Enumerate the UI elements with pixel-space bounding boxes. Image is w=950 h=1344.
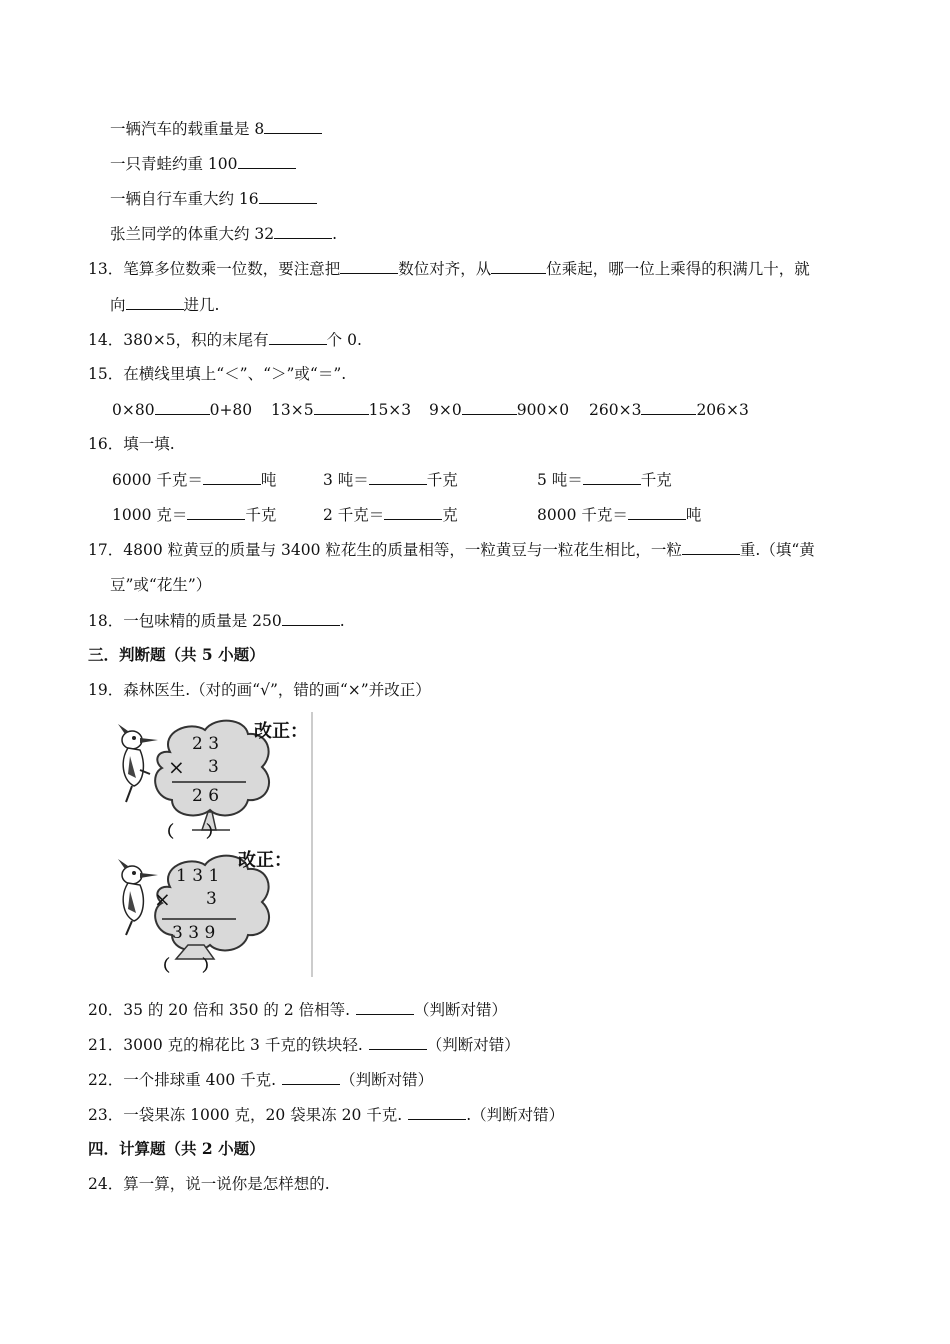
answer-blank[interactable] xyxy=(282,1069,340,1085)
q18-text-2: . xyxy=(339,612,345,630)
q16-r2-c3 xyxy=(537,504,701,525)
fig1-top-number: 2 3 xyxy=(192,734,220,754)
q16-r2-c2 xyxy=(323,504,458,525)
answer-blank[interactable] xyxy=(238,153,296,169)
q16-r1-c1-left: 6000 千克＝ xyxy=(112,471,203,489)
q17-text-1: 4800 粒黄豆的质量与 3400 粒花生的质量相等，一粒黄豆与一粒花生相比，一粒 xyxy=(123,541,682,559)
answer-blank[interactable] xyxy=(187,504,245,520)
q13-text-3: 位乘起，哪一位上乘得的积满几十，就 xyxy=(546,260,810,278)
q18-text-1: 一包味精的质量是 250 xyxy=(123,612,282,630)
q13-line-1 xyxy=(88,258,810,279)
q16-number: 16． xyxy=(88,435,124,453)
q18-number: 18． xyxy=(88,612,124,630)
fig2-answer-parens[interactable]: （ ） xyxy=(154,956,219,975)
fig2-multiplier: 3 xyxy=(206,889,217,909)
q17-text-2: 重.（填“黄 xyxy=(739,541,815,559)
q23-text-1: 一袋果冻 1000 克，20 袋果冻 20 千克. xyxy=(123,1106,403,1124)
fig1-multiply-sign: × xyxy=(168,755,185,779)
answer-blank[interactable] xyxy=(682,539,740,555)
q19 xyxy=(88,680,431,700)
section-heading-3: 三．判断题（共 5 小题） xyxy=(88,645,265,664)
q15-text: 在横线里填上“＜”、“＞”或“＝”. xyxy=(123,365,347,383)
q12-line-2-text: 一只青蛙约重 100 xyxy=(110,155,238,173)
fig2-top-number: 1 3 1 xyxy=(176,866,220,886)
q16-r1-c2 xyxy=(323,469,458,490)
q20-number: 20． xyxy=(88,1001,124,1019)
q17-line-1 xyxy=(88,539,815,560)
q18 xyxy=(88,610,345,631)
q16-r1-c3-left: 5 吨＝ xyxy=(537,471,583,489)
fig1-result: 2 6 xyxy=(192,786,220,806)
q15-item-2-right: 15×3 xyxy=(368,401,412,419)
q15-item-3 xyxy=(429,399,569,420)
q16-r1-c3-right: 千克 xyxy=(640,471,672,489)
answer-blank[interactable] xyxy=(628,504,686,520)
q21-number: 21． xyxy=(88,1036,124,1054)
q12-line-2 xyxy=(110,153,296,174)
fig2-correction-label: 改正： xyxy=(238,850,292,871)
q19-number: 19． xyxy=(88,681,124,699)
q16-r2-c1-left: 1000 克＝ xyxy=(112,506,188,524)
q24-number: 24． xyxy=(88,1175,124,1193)
answer-blank[interactable] xyxy=(356,999,414,1015)
q14-number: 14． xyxy=(88,331,124,349)
q15-item-3-right: 900×0 xyxy=(516,401,570,419)
q20-text-1: 35 的 20 倍和 350 的 2 倍相等. xyxy=(123,1001,351,1019)
q23-text-2: .（判断对错） xyxy=(466,1106,565,1124)
q12-line-1 xyxy=(110,118,322,139)
q14-text-2: 个 0. xyxy=(326,331,362,349)
q12-line-3-text: 一辆自行车重大约 16 xyxy=(110,190,259,208)
q15-item-4 xyxy=(589,399,749,420)
q15-item-1-left: 0×80 xyxy=(112,401,155,419)
q14 xyxy=(88,329,362,350)
q13-text-5: 进几. xyxy=(183,296,220,314)
q12-line-4 xyxy=(110,223,337,244)
q22-number: 22． xyxy=(88,1071,124,1089)
q17-number: 17． xyxy=(88,541,124,559)
bird-1-icon xyxy=(118,724,158,802)
answer-blank[interactable] xyxy=(126,294,184,310)
bird-2-icon xyxy=(118,859,158,935)
q16-r2-c2-right: 克 xyxy=(442,506,458,524)
q21-text-1: 3000 克的棉花比 3 千克的铁块轻. xyxy=(123,1036,363,1054)
q14-text-1: 380×5，积的末尾有 xyxy=(123,331,269,349)
q15-item-1-right: 0+80 xyxy=(209,401,253,419)
q19-figure xyxy=(110,712,315,977)
fig1-answer-parens[interactable]: （ ） xyxy=(158,822,223,841)
answer-blank[interactable] xyxy=(641,399,696,415)
q17-text-3: 豆”或“花生”） xyxy=(110,576,212,594)
q20-text-2: （判断对错） xyxy=(414,1001,508,1019)
q20 xyxy=(88,999,507,1020)
q23 xyxy=(88,1104,564,1125)
q15-item-4-left: 260×3 xyxy=(589,401,642,419)
fig1-correction-label: 改正： xyxy=(254,721,308,742)
q16-r1-c2-right: 千克 xyxy=(426,471,458,489)
q16-r2-c1-right: 千克 xyxy=(245,506,277,524)
q23-number: 23． xyxy=(88,1106,124,1124)
q15-item-2-left: 13×5 xyxy=(271,401,314,419)
q16-r2-c2-left: 2 千克＝ xyxy=(323,506,385,524)
fig2-multiply-sign: × xyxy=(154,887,171,911)
q22-text-2: （判断对错） xyxy=(340,1071,434,1089)
answer-blank[interactable] xyxy=(155,399,210,415)
q13-text-4: 向 xyxy=(110,296,126,314)
answer-blank[interactable] xyxy=(583,469,641,485)
q16-r2-c3-right: 吨 xyxy=(685,506,702,524)
q16-r1-c2-left: 3 吨＝ xyxy=(323,471,369,489)
q15-item-3-left: 9×0 xyxy=(429,401,462,419)
q22-text-1: 一个排球重 400 千克. xyxy=(123,1071,277,1089)
answer-blank[interactable] xyxy=(462,399,517,415)
answer-blank[interactable] xyxy=(203,469,261,485)
q22 xyxy=(88,1069,433,1090)
answer-blank[interactable] xyxy=(369,469,427,485)
answer-blank[interactable] xyxy=(408,1104,466,1120)
q21-text-2: （判断对错） xyxy=(426,1036,520,1054)
q13-line-2 xyxy=(110,294,219,315)
q16-r1-c1 xyxy=(112,469,276,490)
q16-text: 填一填. xyxy=(123,435,175,453)
answer-blank[interactable] xyxy=(369,1034,427,1050)
answer-blank[interactable] xyxy=(264,118,322,134)
fig2-result: 3 3 9 xyxy=(172,923,216,943)
q15-item-4-right: 206×3 xyxy=(696,401,749,419)
q16-r2-c1 xyxy=(112,504,276,525)
section-heading-4: 四．计算题（共 2 小题） xyxy=(88,1139,265,1158)
q15-item-1 xyxy=(112,399,252,420)
q24-text: 算一算，说一说你是怎样想的. xyxy=(123,1175,330,1193)
answer-blank[interactable] xyxy=(274,223,332,239)
q21 xyxy=(88,1034,520,1055)
q24 xyxy=(88,1174,330,1194)
answer-blank[interactable] xyxy=(340,258,398,274)
answer-blank[interactable] xyxy=(269,329,327,345)
q16-r1-c3 xyxy=(537,469,672,490)
q15-number: 15． xyxy=(88,365,124,383)
q19-text: 森林医生.（对的画“√”，错的画“×”并改正） xyxy=(123,681,431,699)
q15-item-2 xyxy=(271,399,411,420)
fig1-multiplier: 3 xyxy=(208,757,219,777)
answer-blank[interactable] xyxy=(384,504,442,520)
q12-line-3 xyxy=(110,188,317,209)
q15 xyxy=(88,364,346,384)
q12-line-4-text: 张兰同学的体重大约 32 xyxy=(110,225,275,243)
answer-blank[interactable] xyxy=(259,188,317,204)
q12-line-4-tail: . xyxy=(332,225,338,243)
q17-line-2 xyxy=(110,575,211,595)
q16 xyxy=(88,434,175,454)
q12-line-1-text: 一辆汽车的载重量是 8 xyxy=(110,120,265,138)
q13-text-1: 笔算多位数乘一位数，要注意把 xyxy=(123,260,341,278)
answer-blank[interactable] xyxy=(491,258,546,274)
q16-r2-c3-left: 8000 千克＝ xyxy=(537,506,628,524)
answer-blank[interactable] xyxy=(282,610,340,626)
q13-number: 13． xyxy=(88,260,124,278)
q16-r1-c1-right: 吨 xyxy=(260,471,277,489)
q13-text-2: 数位对齐，从 xyxy=(398,260,492,278)
answer-blank[interactable] xyxy=(314,399,369,415)
